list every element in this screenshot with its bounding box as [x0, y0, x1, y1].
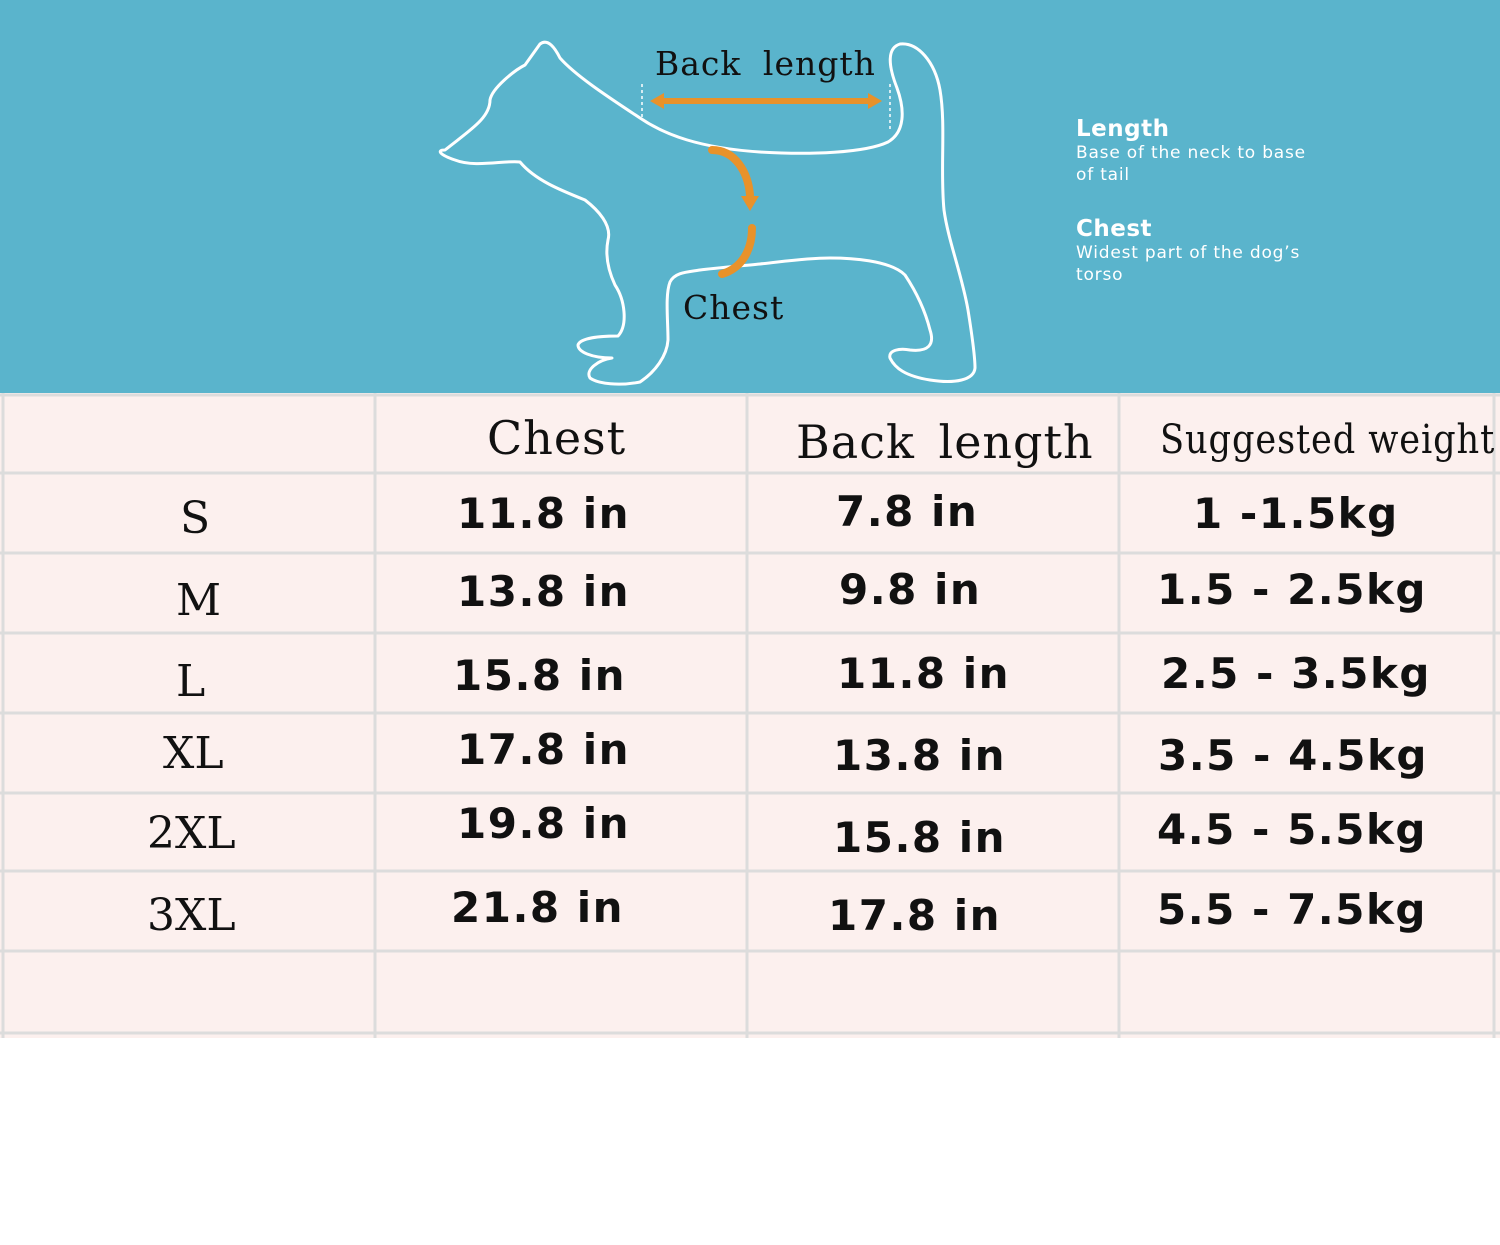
legend-chest: [1076, 216, 1306, 286]
row-size: L: [176, 656, 206, 707]
row-weight: 1.5 - 2.5kg: [1157, 565, 1427, 614]
row-back-length: 9.8 in: [839, 565, 982, 614]
legend-length-title: Length: [1076, 116, 1170, 142]
row-weight: 3.5 - 4.5kg: [1158, 731, 1428, 780]
row-size: 2XL: [147, 808, 236, 859]
dog-outline: [440, 42, 975, 384]
row-chest: 11.8 in: [457, 489, 631, 538]
row-back-length: 17.8 in: [828, 891, 1002, 940]
legend-length-desc: Base of the neck to base of tail: [1076, 143, 1306, 185]
back-length-arrowhead-right: [868, 93, 882, 109]
back-length-label: Back length: [655, 44, 876, 83]
row-back-length: 13.8 in: [833, 731, 1007, 780]
row-size: 3XL: [147, 890, 236, 941]
row-weight: 4.5 - 5.5kg: [1157, 805, 1427, 854]
chest-label: Chest: [683, 288, 785, 327]
header-chest: Chest: [487, 411, 627, 465]
chest-arrowhead: [741, 196, 759, 211]
row-chest: 15.8 in: [453, 651, 627, 700]
chest-arrow-top: [712, 150, 750, 195]
row-chest: 17.8 in: [457, 725, 631, 774]
row-size: S: [180, 493, 211, 544]
header-back-length: Back length: [796, 415, 1094, 469]
row-back-length: 15.8 in: [833, 813, 1007, 862]
row-weight: 5.5 - 7.5kg: [1157, 885, 1427, 934]
legend-chest-desc: Widest part of the dog’s torso: [1076, 243, 1301, 285]
header-suggested-weight: Suggested weight: [1160, 417, 1496, 463]
row-weight: 2.5 - 3.5kg: [1161, 649, 1431, 698]
row-size: XL: [163, 728, 224, 779]
row-back-length: 7.8 in: [836, 487, 979, 536]
measurement-diagram-banner: [0, 0, 1500, 393]
size-chart-table: [0, 393, 1500, 1038]
row-back-length: 11.8 in: [837, 649, 1011, 698]
row-chest: 21.8 in: [451, 883, 625, 932]
row-size: M: [176, 575, 222, 626]
back-length-arrowhead-left: [650, 93, 664, 109]
legend-chest-title: Chest: [1076, 216, 1153, 242]
legend-length: [1076, 116, 1306, 186]
row-weight: 1 -1.5kg: [1193, 489, 1399, 538]
row-chest: 13.8 in: [457, 567, 631, 616]
row-chest: 19.8 in: [457, 799, 631, 848]
